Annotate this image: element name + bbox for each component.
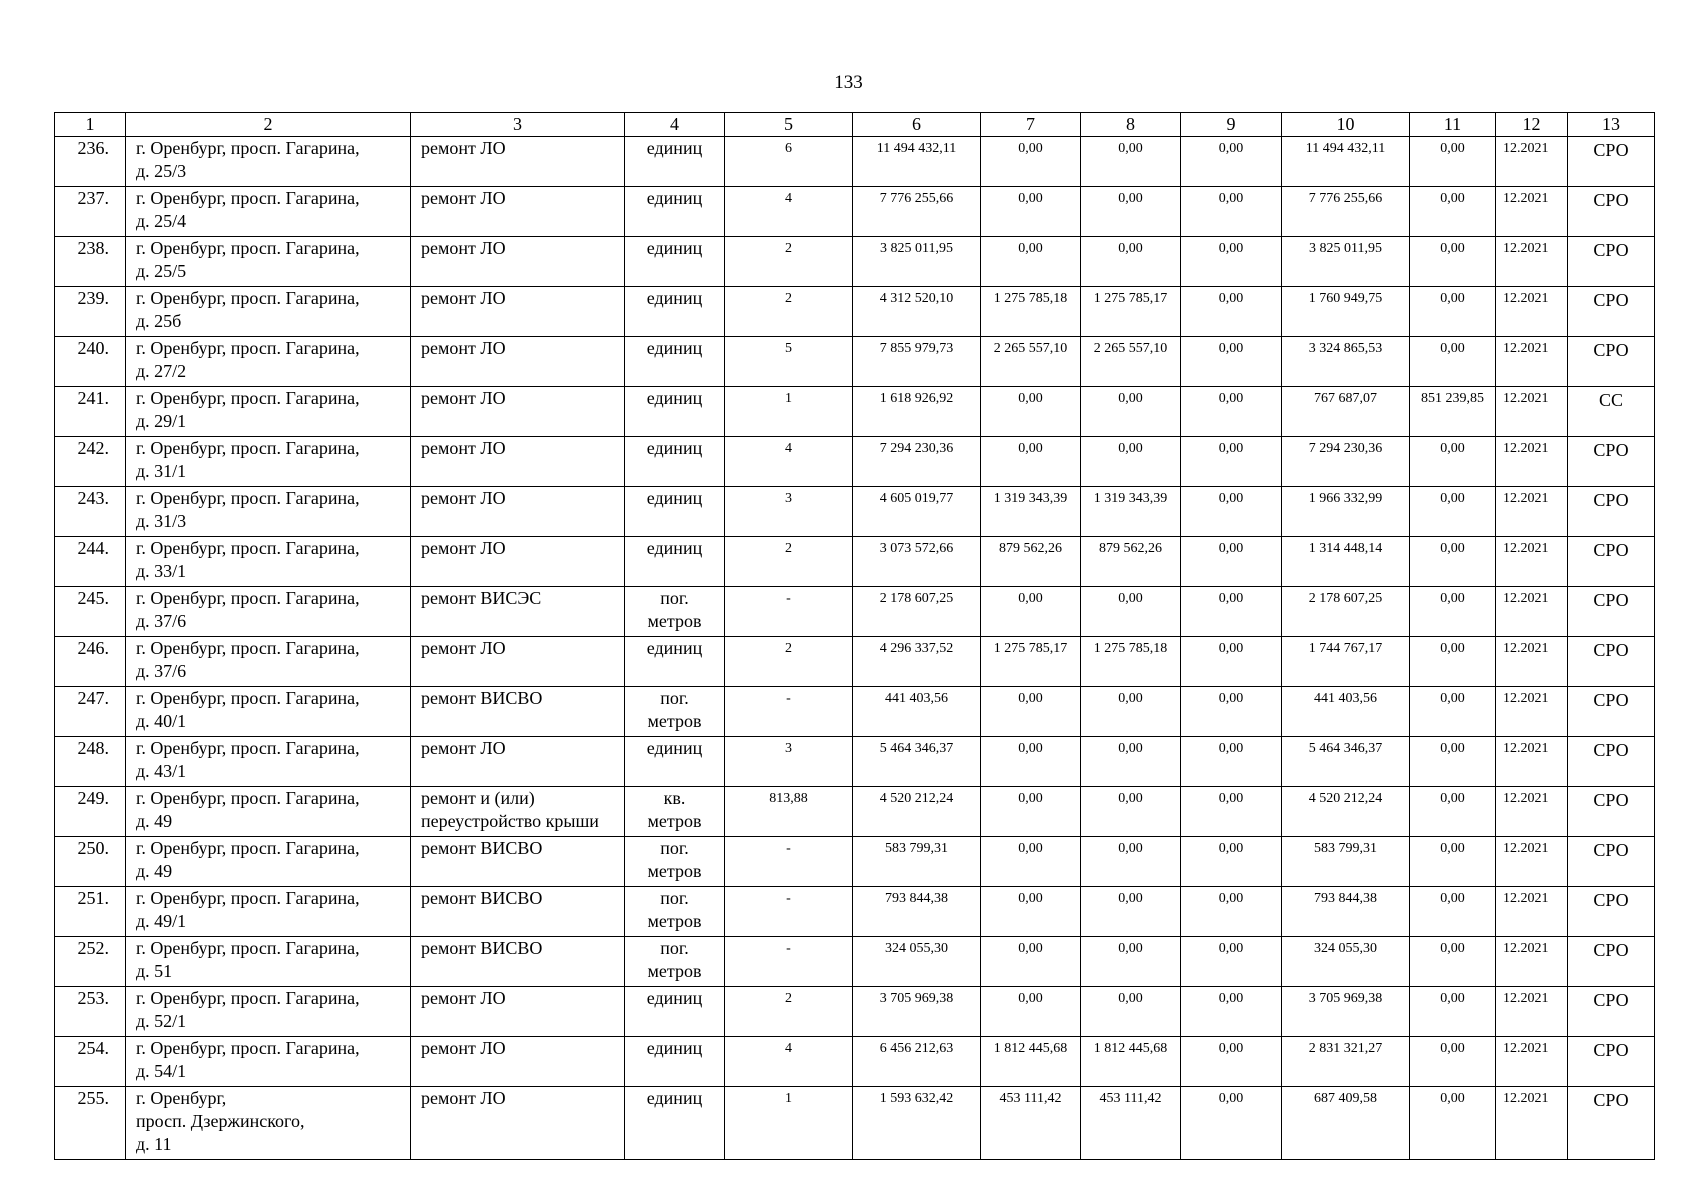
financing-method-cell: СРО — [1568, 487, 1655, 537]
fund-cell: 0,00 — [1081, 387, 1181, 437]
total-cost-cell: 4 605 019,77 — [853, 487, 981, 537]
financing-method-cell: СС — [1568, 387, 1655, 437]
fund-cell: 0,00 — [1410, 637, 1496, 687]
fund-cell: 1 275 785,17 — [1081, 287, 1181, 337]
column-header: 9 — [1181, 113, 1282, 137]
column-header: 1 — [55, 113, 126, 137]
quantity-cell: 2 — [725, 537, 853, 587]
fund-cell: 0,00 — [981, 237, 1081, 287]
financing-method-cell: СРО — [1568, 1037, 1655, 1087]
fund-cell: 0,00 — [1181, 487, 1282, 537]
fund-cell: 0,00 — [1181, 837, 1282, 887]
financing-method-cell: СРО — [1568, 187, 1655, 237]
work-type-cell: ремонт ВИСВО — [411, 687, 625, 737]
row-number: 237. — [55, 187, 126, 237]
term-cell: 12.2021 — [1496, 987, 1568, 1037]
row-number: 238. — [55, 237, 126, 287]
column-header: 5 — [725, 113, 853, 137]
fund-cell: 0,00 — [1410, 437, 1496, 487]
column-header: 13 — [1568, 113, 1655, 137]
table-row — [55, 887, 1655, 937]
fund-cell: 583 799,31 — [1282, 837, 1410, 887]
work-type-cell: ремонт ЛО — [411, 187, 625, 237]
financing-method-cell: СРО — [1568, 337, 1655, 387]
financing-method-cell: СРО — [1568, 437, 1655, 487]
unit-cell: кв. метров — [625, 787, 725, 837]
fund-cell: 687 409,58 — [1282, 1087, 1410, 1160]
fund-cell: 0,00 — [1410, 137, 1496, 187]
quantity-cell: 2 — [725, 987, 853, 1037]
financing-method-cell: СРО — [1568, 587, 1655, 637]
fund-cell: 0,00 — [1181, 187, 1282, 237]
financing-method-cell: СРО — [1568, 237, 1655, 287]
fund-cell: 0,00 — [1081, 587, 1181, 637]
address-cell: г. Оренбург, просп. Гагарина, д. 25/5 — [126, 237, 411, 287]
address-cell: г. Оренбург, просп. Гагарина, д. 33/1 — [126, 537, 411, 587]
financing-method-cell: СРО — [1568, 937, 1655, 987]
fund-cell: 0,00 — [1410, 937, 1496, 987]
row-number: 251. — [55, 887, 126, 937]
fund-cell: 0,00 — [1081, 237, 1181, 287]
fund-cell: 879 562,26 — [981, 537, 1081, 587]
quantity-cell: 4 — [725, 437, 853, 487]
row-number: 242. — [55, 437, 126, 487]
row-number: 236. — [55, 137, 126, 187]
total-cost-cell: 3 073 572,66 — [853, 537, 981, 587]
column-header: 11 — [1410, 113, 1496, 137]
fund-cell: 0,00 — [981, 787, 1081, 837]
financing-method-cell: СРО — [1568, 837, 1655, 887]
quantity-cell: - — [725, 837, 853, 887]
term-cell: 12.2021 — [1496, 287, 1568, 337]
row-number: 254. — [55, 1037, 126, 1087]
fund-cell: 453 111,42 — [1081, 1087, 1181, 1160]
fund-cell: 0,00 — [1181, 237, 1282, 287]
address-cell: г. Оренбург, просп. Гагарина, д. 51 — [126, 937, 411, 987]
quantity-cell: 5 — [725, 337, 853, 387]
fund-cell: 3 705 969,38 — [1282, 987, 1410, 1037]
fund-cell: 5 464 346,37 — [1282, 737, 1410, 787]
unit-cell: единиц — [625, 637, 725, 687]
total-cost-cell: 5 464 346,37 — [853, 737, 981, 787]
fund-cell: 1 275 785,18 — [981, 287, 1081, 337]
fund-cell: 0,00 — [1410, 237, 1496, 287]
fund-cell: 1 760 949,75 — [1282, 287, 1410, 337]
fund-cell: 1 319 343,39 — [1081, 487, 1181, 537]
fund-cell: 0,00 — [1081, 737, 1181, 787]
fund-cell: 0,00 — [1081, 187, 1181, 237]
financing-method-cell: СРО — [1568, 137, 1655, 187]
work-type-cell: ремонт ЛО — [411, 987, 625, 1037]
unit-cell: пог. метров — [625, 687, 725, 737]
unit-cell: пог. метров — [625, 937, 725, 987]
table-row — [55, 487, 1655, 537]
table-row — [55, 937, 1655, 987]
financing-method-cell: СРО — [1568, 887, 1655, 937]
term-cell: 12.2021 — [1496, 187, 1568, 237]
unit-cell: единиц — [625, 537, 725, 587]
total-cost-cell: 4 296 337,52 — [853, 637, 981, 687]
fund-cell: 1 812 445,68 — [1081, 1037, 1181, 1087]
row-number: 241. — [55, 387, 126, 437]
fund-cell: 0,00 — [1081, 687, 1181, 737]
column-header: 7 — [981, 113, 1081, 137]
quantity-cell: 1 — [725, 387, 853, 437]
fund-cell: 0,00 — [981, 387, 1081, 437]
fund-cell: 0,00 — [1181, 337, 1282, 387]
work-type-cell: ремонт ЛО — [411, 737, 625, 787]
unit-cell: единиц — [625, 737, 725, 787]
fund-cell: 11 494 432,11 — [1282, 137, 1410, 187]
fund-cell: 1 812 445,68 — [981, 1037, 1081, 1087]
works-table — [54, 112, 1655, 1160]
fund-cell: 7 776 255,66 — [1282, 187, 1410, 237]
work-type-cell: ремонт ЛО — [411, 237, 625, 287]
total-cost-cell: 7 855 979,73 — [853, 337, 981, 387]
address-cell: г. Оренбург, просп. Гагарина, д. 31/3 — [126, 487, 411, 537]
row-number: 249. — [55, 787, 126, 837]
address-cell: г. Оренбург, просп. Гагарина, д. 43/1 — [126, 737, 411, 787]
fund-cell: 0,00 — [1181, 387, 1282, 437]
unit-cell: пог. метров — [625, 837, 725, 887]
column-header: 4 — [625, 113, 725, 137]
unit-cell: единиц — [625, 287, 725, 337]
fund-cell: 0,00 — [1410, 887, 1496, 937]
unit-cell: пог. метров — [625, 887, 725, 937]
table-row — [55, 187, 1655, 237]
quantity-cell: 1 — [725, 1087, 853, 1160]
fund-cell: 2 265 557,10 — [1081, 337, 1181, 387]
work-type-cell: ремонт ЛО — [411, 287, 625, 337]
fund-cell: 0,00 — [981, 937, 1081, 987]
fund-cell: 3 324 865,53 — [1282, 337, 1410, 387]
total-cost-cell: 4 312 520,10 — [853, 287, 981, 337]
fund-cell: 0,00 — [1410, 337, 1496, 387]
term-cell: 12.2021 — [1496, 787, 1568, 837]
fund-cell: 0,00 — [1181, 787, 1282, 837]
address-cell: г. Оренбург, просп. Гагарина, д. 25/4 — [126, 187, 411, 237]
address-cell: г. Оренбург, просп. Гагарина, д. 25/3 — [126, 137, 411, 187]
term-cell: 12.2021 — [1496, 1037, 1568, 1087]
fund-cell: 0,00 — [1181, 287, 1282, 337]
quantity-cell: 3 — [725, 487, 853, 537]
fund-cell: 1 275 785,18 — [1081, 637, 1181, 687]
column-header: 3 — [411, 113, 625, 137]
fund-cell: 0,00 — [1410, 537, 1496, 587]
address-cell: г. Оренбург, просп. Гагарина, д. 52/1 — [126, 987, 411, 1037]
fund-cell: 1 744 767,17 — [1282, 637, 1410, 687]
fund-cell: 0,00 — [1181, 637, 1282, 687]
table-row — [55, 537, 1655, 587]
total-cost-cell: 3 705 969,38 — [853, 987, 981, 1037]
term-cell: 12.2021 — [1496, 437, 1568, 487]
work-type-cell: ремонт ЛО — [411, 437, 625, 487]
fund-cell: 4 520 212,24 — [1282, 787, 1410, 837]
fund-cell: 2 178 607,25 — [1282, 587, 1410, 637]
table-row — [55, 837, 1655, 887]
fund-cell: 0,00 — [1181, 137, 1282, 187]
row-number: 247. — [55, 687, 126, 737]
fund-cell: 0,00 — [1181, 437, 1282, 487]
fund-cell: 7 294 230,36 — [1282, 437, 1410, 487]
row-number: 244. — [55, 537, 126, 587]
fund-cell: 0,00 — [1410, 287, 1496, 337]
fund-cell: 0,00 — [1181, 887, 1282, 937]
fund-cell: 0,00 — [981, 737, 1081, 787]
row-number: 253. — [55, 987, 126, 1037]
quantity-cell: 4 — [725, 1037, 853, 1087]
table-row — [55, 787, 1655, 837]
work-type-cell: ремонт ЛО — [411, 1087, 625, 1160]
unit-cell: единиц — [625, 487, 725, 537]
financing-method-cell: СРО — [1568, 1087, 1655, 1160]
fund-cell: 0,00 — [1410, 987, 1496, 1037]
term-cell: 12.2021 — [1496, 737, 1568, 787]
fund-cell: 0,00 — [1081, 937, 1181, 987]
row-number: 250. — [55, 837, 126, 887]
row-number: 246. — [55, 637, 126, 687]
financing-method-cell: СРО — [1568, 987, 1655, 1037]
fund-cell: 0,00 — [1081, 987, 1181, 1037]
row-number: 243. — [55, 487, 126, 537]
term-cell: 12.2021 — [1496, 687, 1568, 737]
financing-method-cell: СРО — [1568, 637, 1655, 687]
quantity-cell: 6 — [725, 137, 853, 187]
fund-cell: 0,00 — [1410, 1037, 1496, 1087]
work-type-cell: ремонт ЛО — [411, 337, 625, 387]
address-cell: г. Оренбург, просп. Гагарина, д. 49 — [126, 837, 411, 887]
quantity-cell: 2 — [725, 637, 853, 687]
header-row — [55, 113, 1655, 137]
quantity-cell: - — [725, 887, 853, 937]
column-header: 6 — [853, 113, 981, 137]
fund-cell: 0,00 — [1181, 587, 1282, 637]
quantity-cell: - — [725, 687, 853, 737]
total-cost-cell: 441 403,56 — [853, 687, 981, 737]
address-cell: г. Оренбург, просп. Гагарина, д. 29/1 — [126, 387, 411, 437]
fund-cell: 324 055,30 — [1282, 937, 1410, 987]
fund-cell: 0,00 — [1410, 1087, 1496, 1160]
address-cell: г. Оренбург, просп. Гагарина, д. 31/1 — [126, 437, 411, 487]
row-number: 245. — [55, 587, 126, 637]
work-type-cell: ремонт ВИСВО — [411, 937, 625, 987]
total-cost-cell: 1 593 632,42 — [853, 1087, 981, 1160]
fund-cell: 767 687,07 — [1282, 387, 1410, 437]
unit-cell: единиц — [625, 187, 725, 237]
work-type-cell: ремонт ВИСЭС — [411, 587, 625, 637]
term-cell: 12.2021 — [1496, 637, 1568, 687]
total-cost-cell: 7 294 230,36 — [853, 437, 981, 487]
table-row — [55, 687, 1655, 737]
fund-cell: 0,00 — [981, 437, 1081, 487]
fund-cell: 0,00 — [1081, 787, 1181, 837]
fund-cell: 0,00 — [1410, 587, 1496, 637]
table-row — [55, 137, 1655, 187]
column-header: 2 — [126, 113, 411, 137]
fund-cell: 0,00 — [1410, 187, 1496, 237]
quantity-cell: - — [725, 587, 853, 637]
total-cost-cell: 2 178 607,25 — [853, 587, 981, 637]
quantity-cell: 3 — [725, 737, 853, 787]
table-row — [55, 637, 1655, 687]
total-cost-cell: 3 825 011,95 — [853, 237, 981, 287]
row-number: 239. — [55, 287, 126, 337]
table-row — [55, 237, 1655, 287]
term-cell: 12.2021 — [1496, 1087, 1568, 1160]
unit-cell: единиц — [625, 387, 725, 437]
fund-cell: 0,00 — [1181, 1037, 1282, 1087]
fund-cell: 879 562,26 — [1081, 537, 1181, 587]
fund-cell: 0,00 — [981, 187, 1081, 237]
address-cell: г. Оренбург, просп. Гагарина, д. 37/6 — [126, 587, 411, 637]
address-cell: г. Оренбург, просп. Гагарина, д. 49/1 — [126, 887, 411, 937]
fund-cell: 0,00 — [1081, 887, 1181, 937]
term-cell: 12.2021 — [1496, 487, 1568, 537]
term-cell: 12.2021 — [1496, 137, 1568, 187]
term-cell: 12.2021 — [1496, 537, 1568, 587]
term-cell: 12.2021 — [1496, 937, 1568, 987]
fund-cell: 1 275 785,17 — [981, 637, 1081, 687]
address-cell: г. Оренбург, просп. Гагарина, д. 54/1 — [126, 1037, 411, 1087]
fund-cell: 0,00 — [981, 137, 1081, 187]
work-type-cell: ремонт ЛО — [411, 1037, 625, 1087]
fund-cell: 0,00 — [1410, 487, 1496, 537]
work-type-cell: ремонт ЛО — [411, 537, 625, 587]
table-row — [55, 1037, 1655, 1087]
fund-cell: 0,00 — [1181, 687, 1282, 737]
term-cell: 12.2021 — [1496, 837, 1568, 887]
unit-cell: единиц — [625, 1087, 725, 1160]
financing-method-cell: СРО — [1568, 787, 1655, 837]
table-row — [55, 737, 1655, 787]
total-cost-cell: 7 776 255,66 — [853, 187, 981, 237]
financing-method-cell: СРО — [1568, 287, 1655, 337]
term-cell: 12.2021 — [1496, 887, 1568, 937]
address-cell: г. Оренбург, просп. Дзержинского, д. 11 — [126, 1087, 411, 1160]
total-cost-cell: 793 844,38 — [853, 887, 981, 937]
fund-cell: 0,00 — [1081, 437, 1181, 487]
fund-cell: 0,00 — [1410, 837, 1496, 887]
fund-cell: 1 314 448,14 — [1282, 537, 1410, 587]
term-cell: 12.2021 — [1496, 387, 1568, 437]
address-cell: г. Оренбург, просп. Гагарина, д. 49 — [126, 787, 411, 837]
fund-cell: 851 239,85 — [1410, 387, 1496, 437]
unit-cell: единиц — [625, 137, 725, 187]
fund-cell: 441 403,56 — [1282, 687, 1410, 737]
address-cell: г. Оренбург, просп. Гагарина, д. 25б — [126, 287, 411, 337]
financing-method-cell: СРО — [1568, 687, 1655, 737]
column-header: 12 — [1496, 113, 1568, 137]
fund-cell: 453 111,42 — [981, 1087, 1081, 1160]
fund-cell: 3 825 011,95 — [1282, 237, 1410, 287]
unit-cell: единиц — [625, 237, 725, 287]
fund-cell: 0,00 — [1181, 987, 1282, 1037]
address-cell: г. Оренбург, просп. Гагарина, д. 40/1 — [126, 687, 411, 737]
table-row — [55, 437, 1655, 487]
row-number: 255. — [55, 1087, 126, 1160]
fund-cell: 0,00 — [1181, 537, 1282, 587]
work-type-cell: ремонт ВИСВО — [411, 837, 625, 887]
fund-cell: 0,00 — [1410, 687, 1496, 737]
term-cell: 12.2021 — [1496, 237, 1568, 287]
address-cell: г. Оренбург, просп. Гагарина, д. 27/2 — [126, 337, 411, 387]
work-type-cell: ремонт ЛО — [411, 637, 625, 687]
fund-cell: 0,00 — [1410, 787, 1496, 837]
total-cost-cell: 11 494 432,11 — [853, 137, 981, 187]
row-number: 252. — [55, 937, 126, 987]
fund-cell: 2 265 557,10 — [981, 337, 1081, 387]
fund-cell: 0,00 — [1181, 737, 1282, 787]
fund-cell: 0,00 — [981, 987, 1081, 1037]
quantity-cell: - — [725, 937, 853, 987]
fund-cell: 0,00 — [981, 837, 1081, 887]
financing-method-cell: СРО — [1568, 537, 1655, 587]
row-number: 248. — [55, 737, 126, 787]
work-type-cell: ремонт ЛО — [411, 137, 625, 187]
unit-cell: единиц — [625, 437, 725, 487]
fund-cell: 0,00 — [981, 687, 1081, 737]
row-number: 240. — [55, 337, 126, 387]
work-type-cell: ремонт и (или) переустройство крыши — [411, 787, 625, 837]
table-row — [55, 337, 1655, 387]
table-row — [55, 287, 1655, 337]
column-header: 8 — [1081, 113, 1181, 137]
unit-cell: пог. метров — [625, 587, 725, 637]
quantity-cell: 4 — [725, 187, 853, 237]
total-cost-cell: 4 520 212,24 — [853, 787, 981, 837]
address-cell: г. Оренбург, просп. Гагарина, д. 37/6 — [126, 637, 411, 687]
term-cell: 12.2021 — [1496, 337, 1568, 387]
fund-cell: 2 831 321,27 — [1282, 1037, 1410, 1087]
work-type-cell: ремонт ЛО — [411, 387, 625, 437]
total-cost-cell: 6 456 212,63 — [853, 1037, 981, 1087]
term-cell: 12.2021 — [1496, 587, 1568, 637]
fund-cell: 0,00 — [1410, 737, 1496, 787]
unit-cell: единиц — [625, 987, 725, 1037]
quantity-cell: 813,88 — [725, 787, 853, 837]
total-cost-cell: 1 618 926,92 — [853, 387, 981, 437]
fund-cell: 0,00 — [981, 587, 1081, 637]
table-row — [55, 587, 1655, 637]
fund-cell: 0,00 — [1181, 1087, 1282, 1160]
fund-cell: 793 844,38 — [1282, 887, 1410, 937]
quantity-cell: 2 — [725, 287, 853, 337]
fund-cell: 0,00 — [1081, 137, 1181, 187]
fund-cell: 0,00 — [1181, 937, 1282, 987]
fund-cell: 1 319 343,39 — [981, 487, 1081, 537]
total-cost-cell: 324 055,30 — [853, 937, 981, 987]
quantity-cell: 2 — [725, 237, 853, 287]
table-row — [55, 387, 1655, 437]
table-row — [55, 1087, 1655, 1160]
column-header: 10 — [1282, 113, 1410, 137]
total-cost-cell: 583 799,31 — [853, 837, 981, 887]
fund-cell: 0,00 — [981, 887, 1081, 937]
fund-cell: 0,00 — [1081, 837, 1181, 887]
fund-cell: 1 966 332,99 — [1282, 487, 1410, 537]
financing-method-cell: СРО — [1568, 737, 1655, 787]
page-number: 133 — [834, 72, 863, 93]
unit-cell: единиц — [625, 337, 725, 387]
work-type-cell: ремонт ЛО — [411, 487, 625, 537]
table-body — [55, 137, 1655, 1160]
work-type-cell: ремонт ВИСВО — [411, 887, 625, 937]
table-row — [55, 987, 1655, 1037]
unit-cell: единиц — [625, 1037, 725, 1087]
